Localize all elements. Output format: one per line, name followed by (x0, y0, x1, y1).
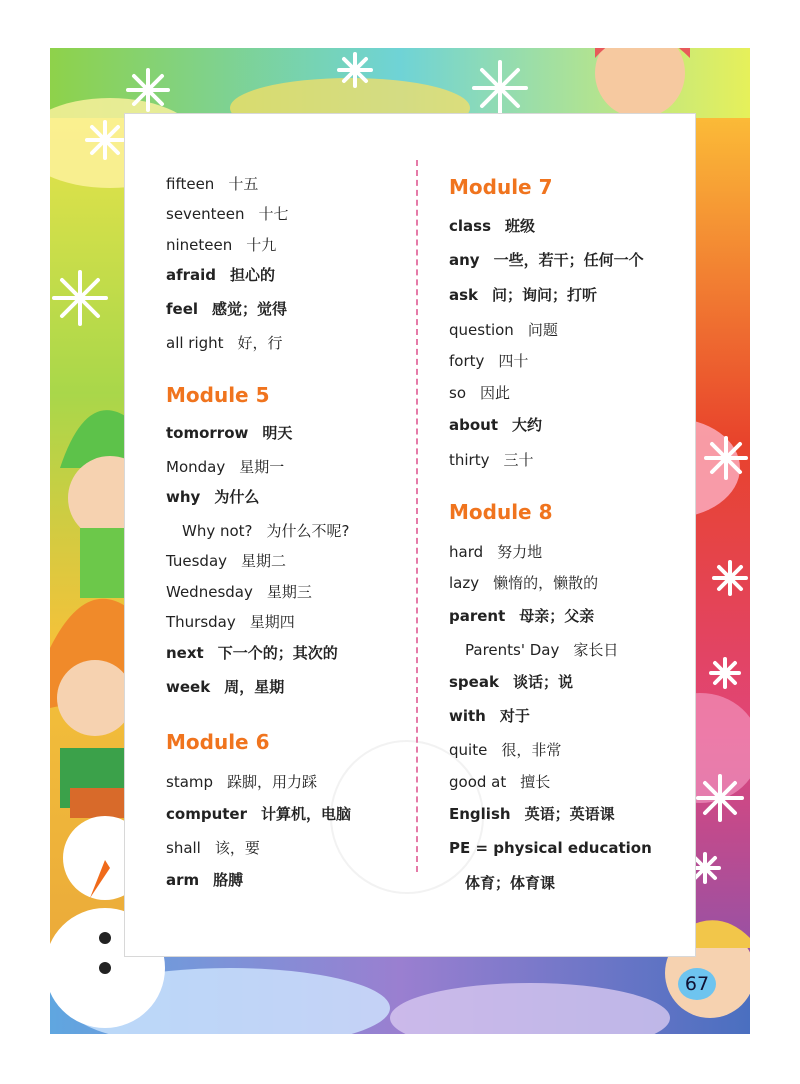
vocab-entry: so 因此 (449, 384, 511, 402)
vocab-entry: nineteen 十九 (166, 236, 277, 254)
vocab-entry: seventeen 十七 (166, 205, 289, 223)
vocab-entry: any 一些，若干；任何一个 (449, 251, 644, 269)
column-divider (416, 160, 418, 872)
vocab-entry: PE = physical education (449, 839, 652, 857)
vocab-entry: hard 努力地 (449, 543, 543, 561)
vocab-entry: Thursday 星期四 (166, 613, 295, 631)
vocab-entry: question 问题 (449, 321, 558, 339)
vocab-entry: tomorrow 明天 (166, 424, 293, 442)
vocab-entry: Tuesday 星期二 (166, 552, 287, 570)
vocab-entry: computer 计算机，电脑 (166, 805, 351, 823)
vocab-entry: parent 母亲；父亲 (449, 607, 595, 625)
vocab-entry: quite 很，非常 (449, 741, 562, 759)
module-6-heading: Module 6 (166, 730, 270, 754)
vocab-entry: English 英语；英语课 (449, 805, 615, 823)
vocab-entry: class 班级 (449, 217, 536, 235)
vocab-entry: all right 好，行 (166, 334, 283, 352)
module-5-heading: Module 5 (166, 383, 270, 407)
vocab-entry: good at 擅长 (449, 773, 551, 791)
vocab-entry: thirty 三十 (449, 451, 534, 469)
module-7-heading: Module 7 (449, 175, 553, 199)
vocab-entry: week 周，星期 (166, 678, 285, 696)
vocab-entry: 体育；体育课 (465, 874, 556, 892)
vocab-entry: next 下一个的；其次的 (166, 644, 338, 662)
vocab-entry: forty 四十 (449, 352, 529, 370)
vocab-entry: arm 胳膊 (166, 871, 244, 889)
vocab-entry: stamp 跺脚，用力踩 (166, 773, 318, 791)
module-8-heading: Module 8 (449, 500, 553, 524)
vocab-entry: Wednesday 星期三 (166, 583, 312, 601)
vocab-entry: fifteen 十五 (166, 175, 259, 193)
vocab-entry: lazy 懒惰的，懒散的 (449, 574, 599, 592)
vocab-entry: speak 谈话；说 (449, 673, 573, 691)
vocab-entry: Parents' Day 家长日 (465, 641, 619, 659)
vocab-entry: feel 感觉；觉得 (166, 300, 288, 318)
vocab-entry: with 对于 (449, 707, 530, 725)
vocab-entry: afraid 担心的 (166, 266, 276, 284)
vocab-entry: Monday 星期一 (166, 458, 285, 476)
vocab-entry: why 为什么 (166, 488, 260, 506)
vocab-entry: ask 问；询问；打听 (449, 286, 598, 304)
vocab-entry: Why not? 为什么不呢? (182, 522, 350, 540)
page-number-badge: 67 (678, 968, 716, 1000)
vocab-entry: about 大约 (449, 416, 543, 434)
vocab-entry: shall 该，要 (166, 839, 260, 857)
